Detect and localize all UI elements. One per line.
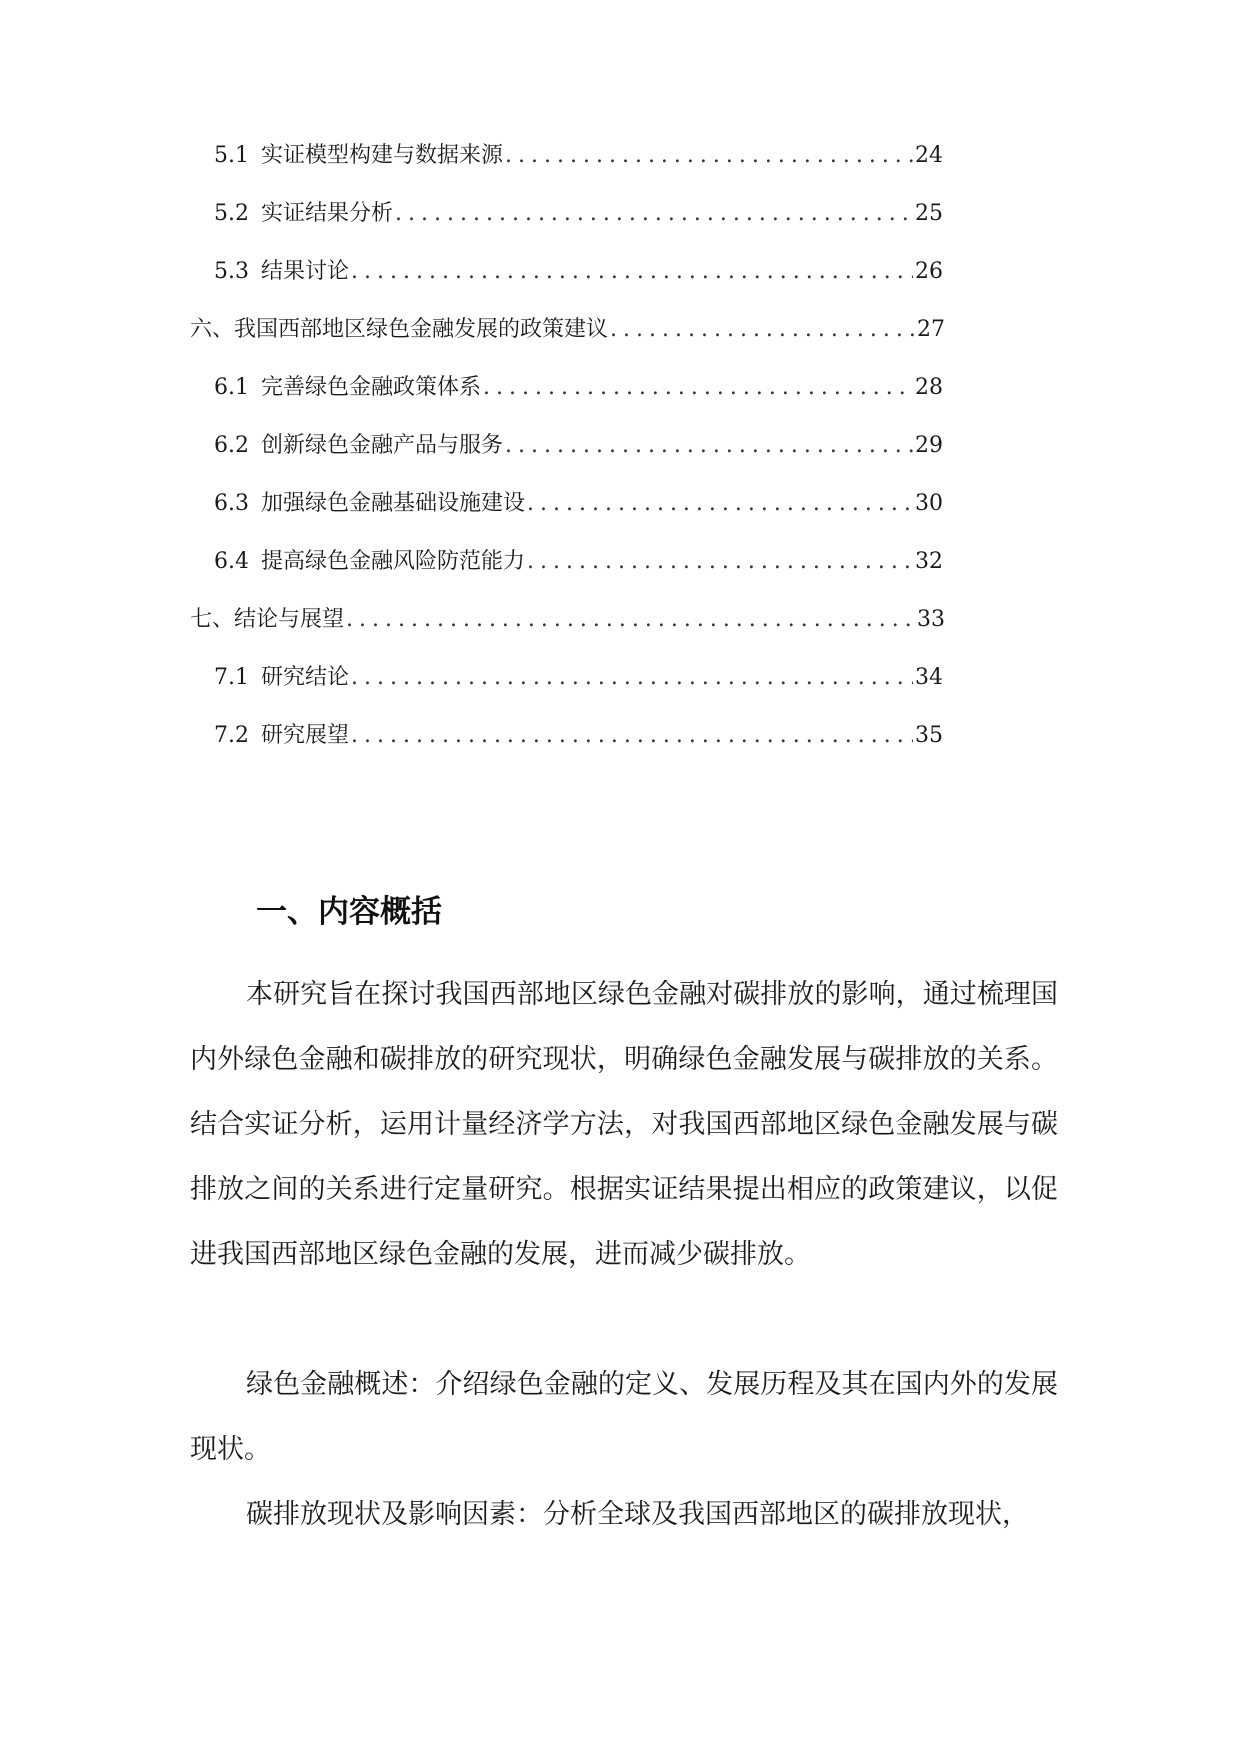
toc-dot-leader: [351, 660, 913, 696]
toc-entry-page: 33: [917, 607, 945, 632]
toc-entry-chapter-7[interactable]: [190, 602, 945, 638]
toc-dot-leader: [346, 602, 915, 638]
toc-entry-title: 七、结论与展望: [190, 607, 345, 632]
toc-entry-page: 25: [915, 201, 943, 226]
toc-entry-6-3[interactable]: [214, 486, 943, 522]
toc-dot-leader: [505, 428, 913, 464]
toc-entry-number: 6.4: [214, 549, 249, 574]
toc-entry-number: 5.1: [214, 143, 249, 168]
toc-entry-5-3[interactable]: [214, 254, 943, 290]
toc-entry-page: 30: [915, 491, 943, 516]
toc-entry-title: 实证模型构建与数据来源: [261, 143, 504, 168]
toc-entry-7-1[interactable]: [214, 660, 943, 696]
toc-entry-number: 5.2: [214, 201, 249, 226]
toc-dot-leader: [395, 196, 913, 232]
body-paragraph: 绿色金融概述：介绍绿色金融的定义、发展历程及其在国内外的发展现状。: [190, 1369, 1058, 1465]
toc-dot-leader: [483, 370, 913, 406]
toc-entry-page: 32: [915, 549, 943, 574]
toc-entry-title: 创新绿色金融产品与服务: [261, 433, 504, 458]
toc-dot-leader: [610, 312, 915, 348]
toc-dot-leader: [505, 138, 913, 174]
toc-entry-title: 六、我国西部地区绿色金融发展的政策建议: [190, 317, 609, 342]
toc-entry-page: 24: [915, 143, 943, 168]
toc-entry-number: 7.2: [214, 723, 249, 748]
toc-entry-number: 6.2: [214, 433, 249, 458]
toc-entry-title: 研究结论: [261, 665, 350, 690]
toc-entry-title: 提高绿色金融风险防范能力: [261, 549, 526, 574]
toc-entry-number: 7.1: [214, 665, 249, 690]
toc-entry-page: 29: [915, 433, 943, 458]
toc-entry-6-2[interactable]: [214, 428, 943, 464]
toc-entry-page: 34: [915, 665, 943, 690]
section-heading: 一、内容概括: [256, 894, 442, 930]
toc-entry-page: 26: [915, 259, 943, 284]
toc-entry-chapter-6[interactable]: [190, 312, 945, 348]
toc-dot-leader: [527, 544, 913, 580]
toc-entry-6-1[interactable]: [214, 370, 943, 406]
toc-entry-6-4[interactable]: [214, 544, 943, 580]
toc-entry-5-2[interactable]: [214, 196, 943, 232]
toc-entry-page: 27: [917, 317, 945, 342]
toc-entry-number: 6.1: [214, 375, 249, 400]
toc-dot-leader: [527, 486, 913, 522]
toc-entry-number: 6.3: [214, 491, 249, 516]
toc-dot-leader: [351, 718, 913, 754]
body-paragraph: 本研究旨在探讨我国西部地区绿色金融对碳排放的影响，通过梳理国内外绿色金融和碳排放的研究现状，明确绿色金融发展与碳排放的关系。结合实证分析，运用计量经济学方法，对我国西部地区绿色金融发展与碳排放之间的关系进行定量研究。根据实证结果提出相应的政策建议，以促进我国西部地区绿色金融的发展，进而减少碳排放。: [190, 979, 1058, 1270]
toc-entry-title: 结果讨论: [261, 259, 350, 284]
toc-entry-title: 实证结果分析: [261, 201, 394, 226]
body-paragraph: 碳排放现状及影响因素：分析全球及我国西部地区的碳排放现状，: [246, 1499, 1029, 1530]
toc-entry-7-2[interactable]: [214, 718, 943, 754]
toc-entry-title: 加强绿色金融基础设施建设: [261, 491, 526, 516]
toc-entry-title: 完善绿色金融政策体系: [261, 375, 482, 400]
toc-entry-5-1[interactable]: [214, 138, 943, 174]
toc-entry-page: 35: [915, 723, 943, 748]
toc-entry-page: 28: [915, 375, 943, 400]
toc-dot-leader: [351, 254, 913, 290]
toc-entry-number: 5.3: [214, 259, 249, 284]
toc-entry-title: 研究展望: [261, 723, 350, 748]
